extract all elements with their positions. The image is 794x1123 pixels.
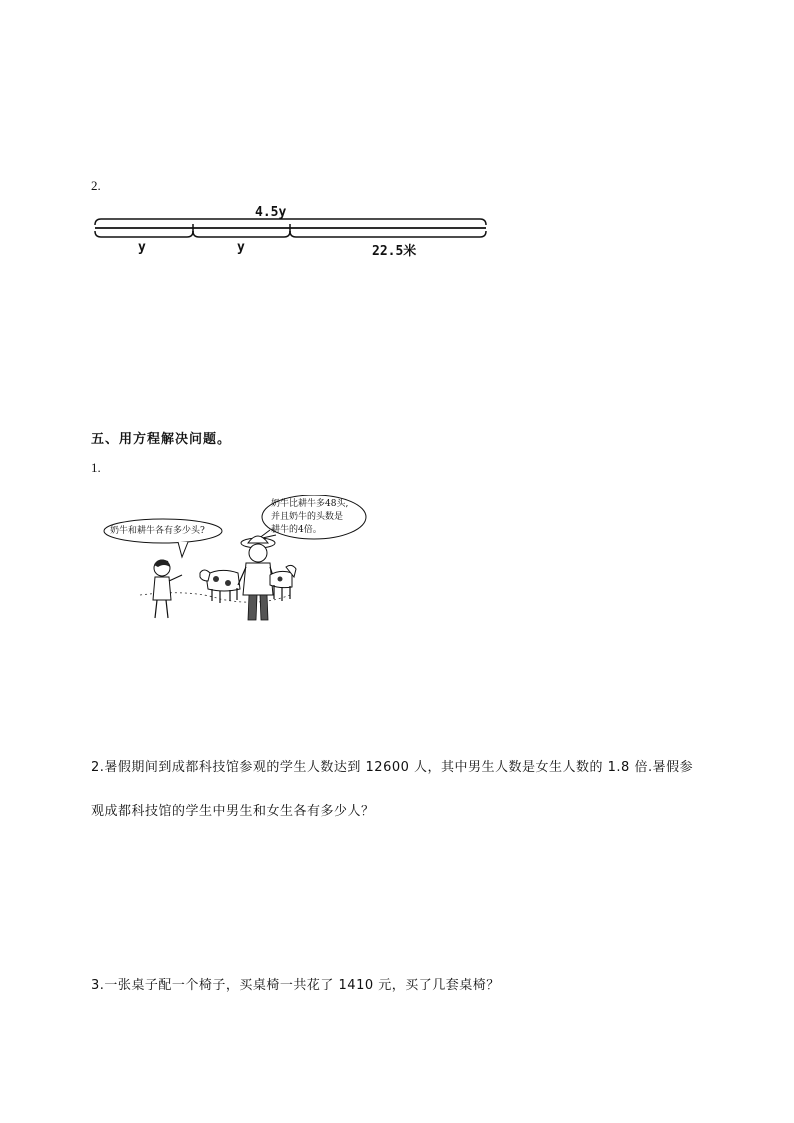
farmer-speech-line-3: 耕牛的4倍。 [271, 525, 322, 535]
bottom-brace-2 [193, 231, 290, 237]
calf-figure [270, 565, 296, 601]
q2-line-2: 观成都科技馆的学生中男生和女生各有多少人？ [91, 804, 375, 819]
q3-text: 3.一张桌子配一个椅子，买桌椅一共花了 1410 元，买了几套桌椅？ [91, 978, 500, 993]
q1-number: 1. [91, 460, 101, 475]
child-bubble-tail [178, 542, 188, 557]
farmer-speech-line-2: 并且奶牛的头数是 [271, 512, 344, 522]
total-label: 4.5y [255, 205, 287, 220]
segment-label-3: 22.5米 [372, 244, 417, 259]
segment-label-2: y [237, 240, 245, 255]
section-title: 五、用方程解决问题。 [91, 432, 232, 447]
child-speech-text: 奶牛和耕牛各有多少头? [110, 526, 205, 536]
line-segment-svg [92, 203, 492, 263]
line-segment-diagram [92, 203, 492, 263]
cow-figure [200, 570, 240, 603]
segment-label-1: y [138, 240, 146, 255]
q1-illustration [100, 495, 370, 623]
child-figure [153, 560, 182, 618]
q2-text [91, 746, 731, 834]
q2-line-1: 2.暑假期间到成都科技馆参观的学生人数达到 12600 人，其中男生人数是女生人数的 1.8 倍.暑假参 [91, 760, 694, 775]
farmer-speech-line-1: 奶牛比耕牛多48头, [271, 499, 349, 509]
bottom-brace-3 [290, 231, 486, 237]
bottom-brace-1 [95, 231, 193, 237]
problem-number: 2. [91, 178, 101, 193]
